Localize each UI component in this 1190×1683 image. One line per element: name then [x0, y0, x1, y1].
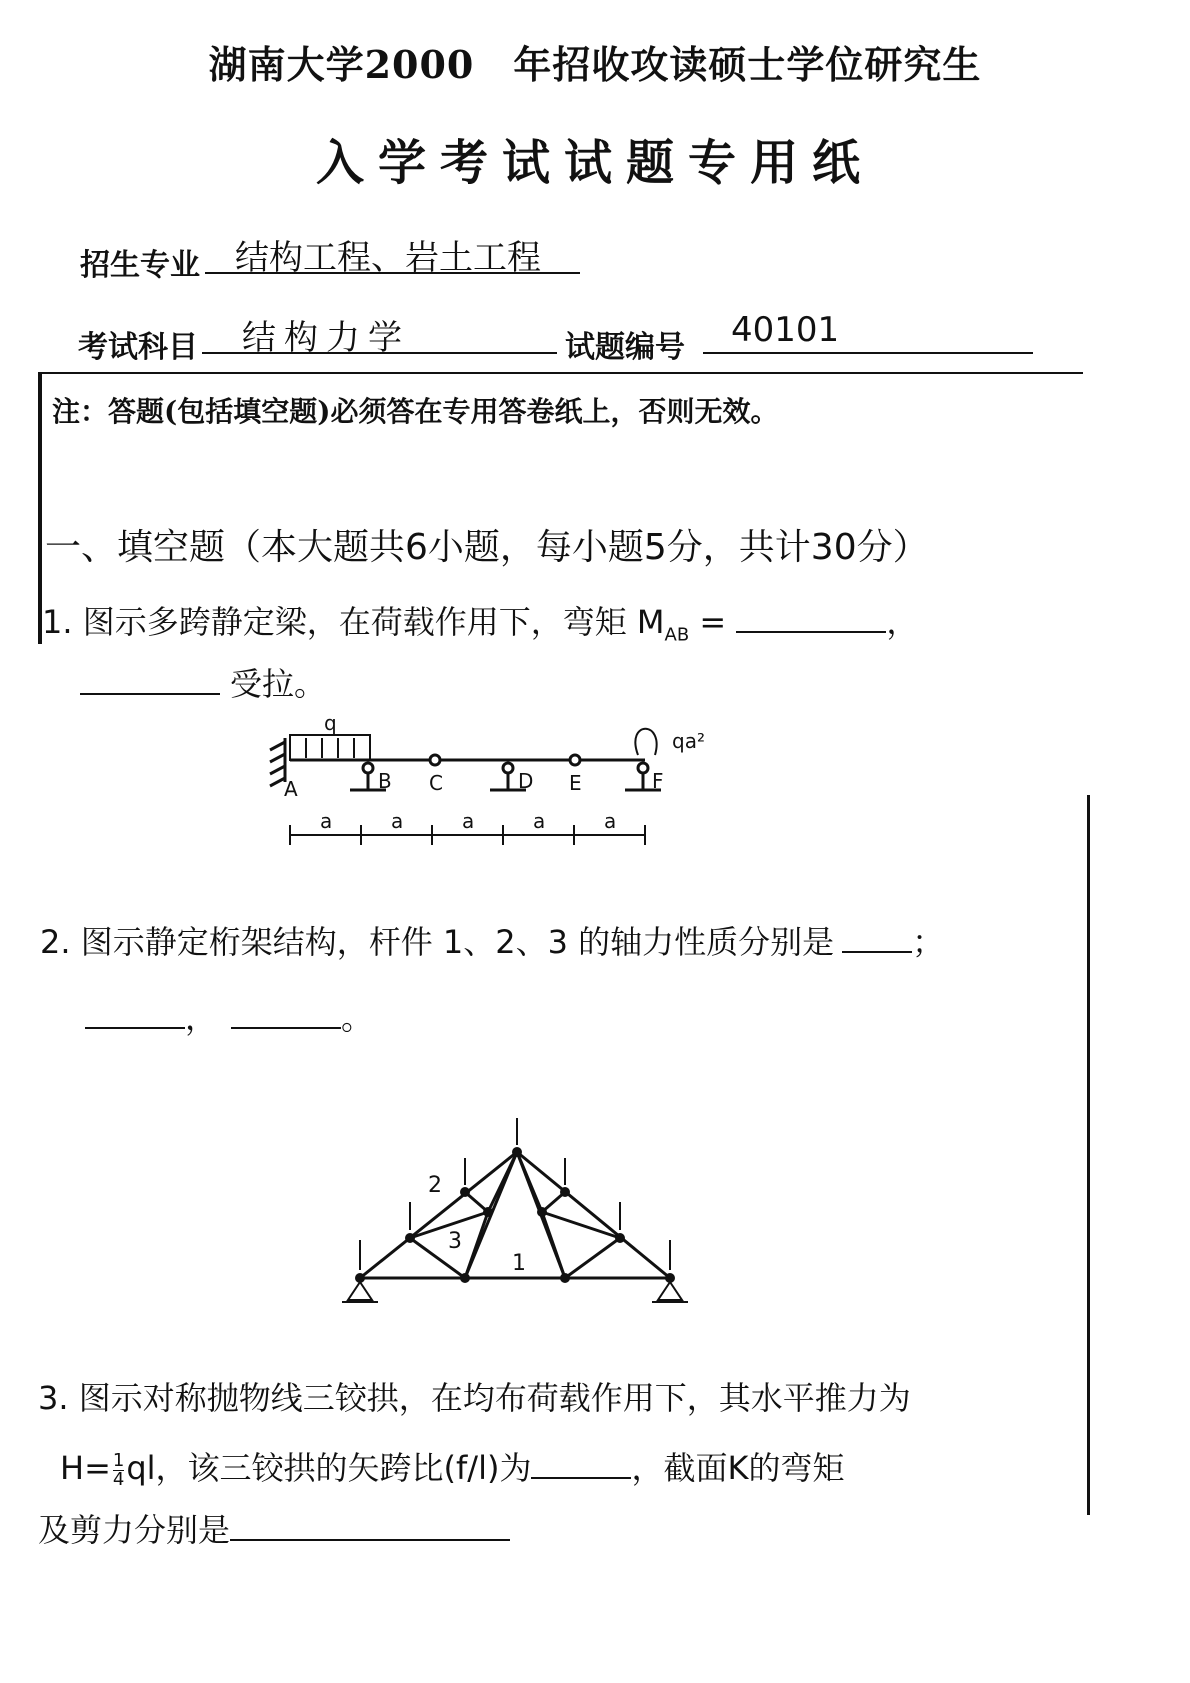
- moment-arc: [635, 729, 656, 755]
- code-label: 试题编号: [565, 330, 685, 365]
- subject-label: 考试科目: [78, 330, 198, 365]
- q2-blank-1: [842, 949, 912, 953]
- subject-field: [202, 310, 557, 358]
- q2-blank-3: [231, 1025, 341, 1029]
- support-right: [658, 1282, 682, 1300]
- major-value: 结构工程、岩土工程: [235, 238, 541, 278]
- q1-blank-1: [736, 629, 886, 633]
- q1-subscript: AB: [664, 624, 690, 646]
- span-label-4: a: [533, 809, 546, 833]
- subject-value: 结构力学: [242, 318, 410, 358]
- moment-label: qa²: [672, 729, 705, 753]
- node-label-d: D: [518, 769, 534, 793]
- member-label-1: 1: [512, 1251, 526, 1276]
- q1-line2: [80, 664, 326, 704]
- section-heading: 一、填空题（本大题共6小题，每小题5分，共计30分）: [45, 527, 929, 568]
- q2-blank-2: [85, 1025, 185, 1029]
- header-title: 湖南大学2000 年招收攻读硕士学位研究生: [208, 42, 982, 87]
- node-label-f: F: [652, 769, 664, 793]
- q1-blank-2: [80, 691, 220, 695]
- distributed-load: [290, 735, 370, 760]
- member-label-3: 3: [448, 1229, 462, 1254]
- support-b: [363, 763, 373, 773]
- load-label-q: q: [324, 711, 337, 735]
- frame-right-rule: [1087, 795, 1090, 1515]
- header-subtitle: 入学考试试题专用纸: [315, 135, 874, 191]
- support-d: [503, 763, 513, 773]
- q1-text-d: 受拉。: [230, 665, 327, 703]
- support-left: [348, 1282, 372, 1300]
- q2-truss-diagram: [330, 1110, 700, 1325]
- code-value: 40101: [731, 310, 840, 350]
- q3-text-d: 及剪力分别是: [38, 1511, 231, 1549]
- member-label-2: 2: [428, 1173, 442, 1198]
- span-label-3: a: [462, 809, 475, 833]
- q1-text-b: =: [689, 603, 737, 641]
- major-field: [205, 230, 580, 278]
- q3-blank-1: [531, 1475, 631, 1479]
- q1-beam-diagram: [240, 700, 740, 870]
- node-label-c: C: [429, 771, 443, 795]
- q3-line3: [38, 1510, 510, 1550]
- code-field: [703, 310, 1033, 354]
- node-label-b: B: [378, 769, 392, 793]
- support-f: [638, 763, 648, 773]
- q3-text-c: ，截面K的弯矩: [631, 1449, 845, 1487]
- q2-text-c: ，: [185, 999, 218, 1037]
- q1-line1: [42, 602, 918, 655]
- note-text: 注：答题(包括填空题)必须答在专用答卷纸上，否则无效。: [52, 395, 779, 428]
- node-label-a: A: [284, 777, 298, 801]
- q3-text-b: ql，该三铰拱的矢跨比(f/l)为: [126, 1449, 532, 1487]
- q2-line1: [40, 922, 944, 962]
- q2-text-b: ；: [912, 923, 945, 961]
- span-label-2: a: [391, 809, 404, 833]
- node-label-e: E: [569, 771, 582, 795]
- span-label-1: a: [320, 809, 333, 833]
- hinge-c: [430, 755, 440, 765]
- major-label: 招生专业: [80, 248, 200, 283]
- q3-line2: [60, 1448, 844, 1489]
- q3-text-h: H=: [60, 1449, 111, 1487]
- frame-top-rule: [38, 372, 1083, 374]
- q2-text-d: 。: [341, 999, 374, 1037]
- q3-blank-2: [230, 1537, 510, 1541]
- q2-text-a: 2. 图示静定桁架结构，杆件 1、2、3 的轴力性质分别是: [40, 923, 835, 961]
- q3-line1: 3. 图示对称抛物线三铰拱，在均布荷载作用下，其水平推力为: [38, 1379, 911, 1417]
- q1-text-c: ，: [886, 603, 919, 641]
- span-label-5: a: [604, 809, 617, 833]
- hinge-e: [570, 755, 580, 765]
- q2-line2: [85, 998, 373, 1038]
- q3-fraction: $\frac{1}{4}$: [112, 1449, 125, 1490]
- q1-text-a: 1. 图示多跨静定梁，在荷载作用下，弯矩 M: [42, 603, 665, 641]
